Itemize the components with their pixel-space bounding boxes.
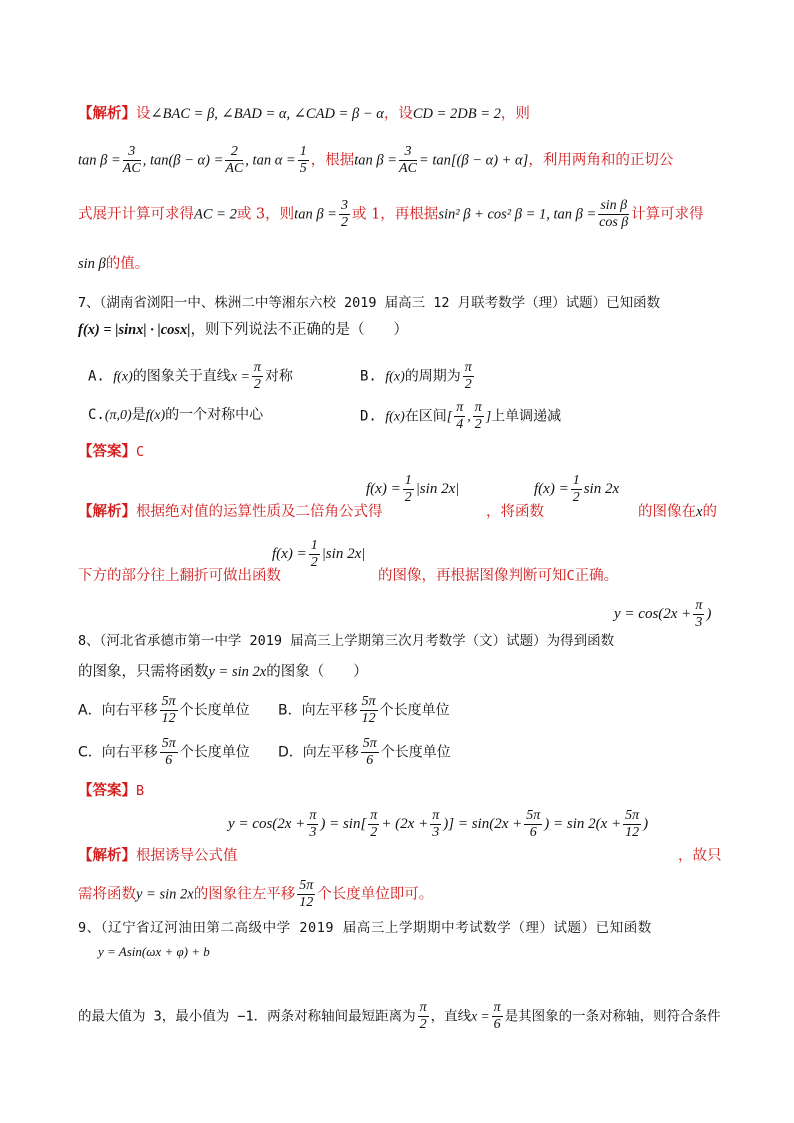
text: ，根据 xyxy=(310,152,355,169)
text: 的图像，再根据图像判断可知 xyxy=(378,568,567,584)
q7-answer xyxy=(78,442,144,462)
text: 的图象，只需将函数 xyxy=(78,664,209,680)
text: ，则 xyxy=(500,106,530,122)
q8-stem-2 xyxy=(78,662,368,682)
q9-stem: 9、（辽宁省辽河油田第二高级中学 2019 届高三上学期期中考试数学（理）试题）已知函数 xyxy=(78,920,652,936)
q8-stem: 8、（河北省承德市第一中学 2019 届高三上学期第三次月考数学（文）试题）为得到函数 xyxy=(78,633,615,649)
analysis-tag: 【解析】 xyxy=(78,848,136,864)
fraction: $\frac{1}{2}$ xyxy=(310,538,318,570)
fraction: $\frac{5\pi}{6}$ xyxy=(362,736,377,768)
text: 式展开计算可求得 xyxy=(78,206,194,223)
q7-formula-sin: f(x) = $\frac{1}{2}$ sin 2x xyxy=(534,473,620,505)
q8-derivation: y = cos(2x + $\frac{\pi}{3}$ ) = sin[ $\frac{\pi}{2}$ + (2x + $\frac{\pi}{3}$ )] = sin(2x + $\frac{5\pi}{6}$ ) = sin 2(x + $\frac{5\pi}{12}$ ) xyxy=(228,808,649,840)
fraction: $\frac{\pi}{2}$ xyxy=(474,400,482,432)
q7-option-a[interactable]: A. f(x)的图象关于直线x = $\frac{\pi}{2}$ 对称 xyxy=(88,360,293,392)
q7-analysis-line-2 xyxy=(78,566,718,586)
math: f(x) = |sinx| · |cosx| xyxy=(78,322,191,338)
fraction: $\frac{\pi}{2}$ xyxy=(419,1000,427,1032)
analysis-tag: 【解析】 xyxy=(78,504,136,520)
text: ，则下列说法不正确的是（ ） xyxy=(190,322,408,338)
q7-option-c[interactable]: C.(π,0)是f(x)的一个对称中心 xyxy=(88,407,264,423)
fraction: $\frac{1}{2}$ xyxy=(404,473,412,505)
fraction: $\frac{\pi}{4}$ xyxy=(456,400,464,432)
q6-analysis-line-1 xyxy=(78,104,530,124)
math: tan β = xyxy=(78,152,121,169)
fraction: $\frac{1}{5}$ xyxy=(299,144,307,176)
q8-option-c[interactable]: C．向右平移 $\frac{5\pi}{6}$ 个长度单位 xyxy=(78,736,250,768)
fraction: $\frac{\text{sin β}}{\text{cos β}}$ xyxy=(599,198,629,230)
text: 的 xyxy=(702,504,717,520)
text: 正确。 xyxy=(574,568,619,584)
text: 根据绝对值的运算性质及二倍角公式得 xyxy=(136,504,383,520)
q7-option-b[interactable]: B. f(x)的周期为 $\frac{\pi}{2}$ xyxy=(360,360,472,392)
text: 需将函数 xyxy=(78,886,136,903)
q6-analysis-line-2 xyxy=(78,144,673,177)
fraction: $\frac{3}{AC}$ xyxy=(122,144,141,176)
math: x xyxy=(696,504,703,520)
q7-formula-abs: f(x) = $\frac{1}{2}$ |sin 2x| xyxy=(366,473,460,505)
text: 的图象（ ） xyxy=(266,664,368,680)
text: 计算可求得 xyxy=(631,206,704,223)
text: 或 1，再根据 xyxy=(351,206,439,223)
fraction: $\frac{2}{AC}$ xyxy=(225,144,244,176)
text: 的图象往左平移 xyxy=(193,886,296,903)
fraction: $\frac{\pi}{2}$ xyxy=(253,360,261,392)
text: ，直线 xyxy=(430,1008,472,1025)
math: x = xyxy=(471,1008,490,1024)
fraction: $\frac{5\pi}{6}$ xyxy=(526,808,541,840)
q6-analysis-line-4 xyxy=(78,254,149,274)
text: 个长度单位即可。 xyxy=(317,886,434,903)
fraction: $\frac{\pi}{2}$ xyxy=(370,808,378,840)
text: 的最大值为 3，最小值为 −1．两条对称轴间最短距离为 xyxy=(78,1008,416,1025)
text: C xyxy=(566,568,575,584)
math: = tan[(β − α) + α] xyxy=(418,152,529,169)
fraction: $\frac{\pi}{3}$ xyxy=(695,598,703,630)
math: , tan α = xyxy=(245,152,296,169)
q8-analysis-line-2 xyxy=(78,878,433,911)
q8-analysis-line-1 xyxy=(78,846,722,866)
text: ，利用两角和的正切公 xyxy=(528,152,674,169)
q7-formula-abs-2: f(x) = $\frac{1}{2}$ |sin 2x| xyxy=(272,538,366,570)
q8-option-a[interactable]: A．向右平移 $\frac{5\pi}{12}$ 个长度单位 xyxy=(78,694,250,726)
q8-option-d[interactable]: D．向左平移 $\frac{5\pi}{6}$ 个长度单位 xyxy=(278,736,451,768)
math: y = sin 2x xyxy=(136,886,194,903)
math: sin β xyxy=(78,256,106,272)
q7-option-d[interactable]: D. f(x)在区间[ $\frac{\pi}{4}$ , $\frac{\pi}{2}$ ]上单调递减 xyxy=(360,400,562,432)
analysis-tag: 【解析】 xyxy=(78,106,136,122)
q8-option-b[interactable]: B．向左平移 $\frac{5\pi}{12}$ 个长度单位 xyxy=(278,694,450,726)
fraction: $\frac{\pi}{6}$ xyxy=(493,1000,501,1032)
fraction: $\frac{\pi}{3}$ xyxy=(432,808,440,840)
fraction: $\frac{3}{2}$ xyxy=(340,198,348,230)
fraction: $\frac{\pi}{3}$ xyxy=(309,808,317,840)
fraction: $\frac{5\pi}{12}$ xyxy=(161,694,176,726)
text: 的图像在 xyxy=(638,504,696,520)
q7-analysis-line-1 xyxy=(78,502,718,522)
math: tan β = xyxy=(354,152,398,169)
fraction: $\frac{3}{AC}$ xyxy=(399,144,417,176)
fraction: $\frac{5\pi}{12}$ xyxy=(361,694,376,726)
fraction: $\frac{5\pi}{6}$ xyxy=(161,736,176,768)
q9-line-3 xyxy=(78,1000,721,1033)
text: ，设 xyxy=(383,106,413,122)
math: y = sin 2x xyxy=(208,664,267,680)
q8-target-function: y = cos(2x + $\frac{\pi}{3}$ ) xyxy=(614,598,712,630)
q9-function: y = Asin(ωx + φ) + b xyxy=(98,944,210,959)
math: AC = 2 xyxy=(194,206,237,223)
fraction: $\frac{5\pi}{12}$ xyxy=(625,808,640,840)
q7-stem: 7、（湖南省浏阳一中、株洲二中等湘东六校 2019 届高三 12 月联考数学（理）试题）已知函数 xyxy=(78,295,661,311)
math: tan β = xyxy=(294,206,337,223)
answer-value: C xyxy=(136,444,145,460)
answer-tag: 【答案】 xyxy=(78,444,136,460)
fraction: $\frac{5\pi}{12}$ xyxy=(299,878,314,910)
math: CD = 2DB = 2 xyxy=(412,106,501,122)
text: 或 3，则 xyxy=(236,206,295,223)
text: 是其图象的一条对称轴，则符合条件 xyxy=(504,1008,721,1025)
text: 下方的部分往上翻折可做出函数 xyxy=(78,568,281,584)
fraction: $\frac{\pi}{2}$ xyxy=(464,360,472,392)
math: ∠BAC = β, ∠BAD = α, ∠CAD = β − α xyxy=(150,106,384,122)
answer-value: B xyxy=(136,783,145,799)
q7-stem-2 xyxy=(78,320,408,340)
math: , tan(β − α) = xyxy=(142,152,224,169)
text: 的值。 xyxy=(105,256,150,272)
q6-analysis-line-3 xyxy=(78,198,704,231)
text: ，将函数 xyxy=(486,504,544,520)
text: 设 xyxy=(136,106,151,122)
text: ，故只 xyxy=(678,848,722,864)
q8-answer xyxy=(78,781,144,801)
answer-tag: 【答案】 xyxy=(78,783,136,799)
math: sin² β + cos² β = 1, tan β = xyxy=(438,206,597,223)
text: 根据诱导公式值 xyxy=(136,848,238,864)
fraction: $\frac{1}{2}$ xyxy=(572,473,580,505)
